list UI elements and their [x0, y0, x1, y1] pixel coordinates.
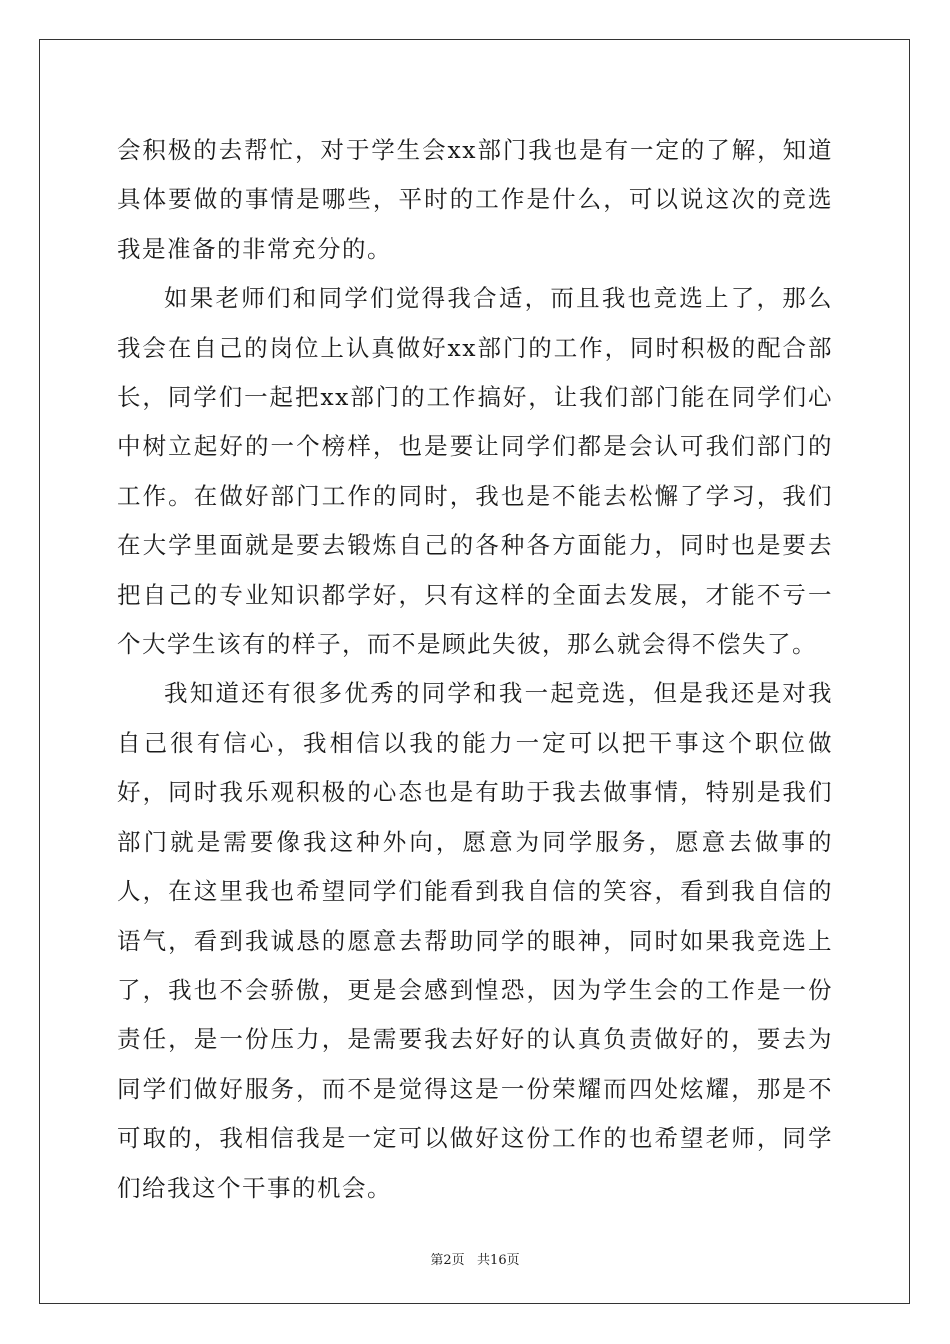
paragraph: 我知道还有很多优秀的同学和我一起竞选，但是我还是对我自己很有信心，我相信以我的能力一定可以把干事这个职位做好，同时我乐观积极的心态也是有助于我去做事情，特别是我们部门就是需要像我这种外向，愿意为同学服务，愿意去做事的人，在这里我也希望同学们能看到我自信的笑容，看到我自信的语气，看到我诚恳的愿意去帮助同学的眼神，同时如果我竞选上了，我也不会骄傲，更是会感到惶恐，因为学生会的工作是一份责任，是一份压力，是需要我去好好的认真负责做好的，要去为同学们做好服务，而不是觉得这是一份荣耀而四处炫耀，那是不可取的，我相信我是一定可以做好这份工作的也希望老师，同学们给我这个干事的机会。 [117, 679, 833, 1202]
paragraph: 如果老师们和同学们觉得我合适，而且我也竞选上了，那么我会在自己的岗位上认真做好xx部门的工作，同时积极的配合部长，同学们一起把xx部门的工作搞好，让我们部门能在同学们心中树立起好的一个榜样，也是要让同学们都是会认可我们部门的工作。在做好部门工作的同时，我也是不能去松懈了学习，我们在大学里面就是要去锻炼自己的各种各方面能力，同时也是要去把自己的专业知识都学好，只有这样的全面去发展，才能不亏一个大学生该有的样子，而不是顾此失彼，那么就会得不偿失了。 [117, 284, 833, 659]
document-body [117, 126, 833, 1213]
paragraph-continued: 会积极的去帮忙，对于学生会xx部门我也是有一定的了解，知道具体要做的事情是哪些，平时的工作是什么，可以说这次的竞选我是准备的非常充分的。 [117, 136, 833, 263]
page-footer: 第2页 共16页 [430, 1253, 520, 1268]
